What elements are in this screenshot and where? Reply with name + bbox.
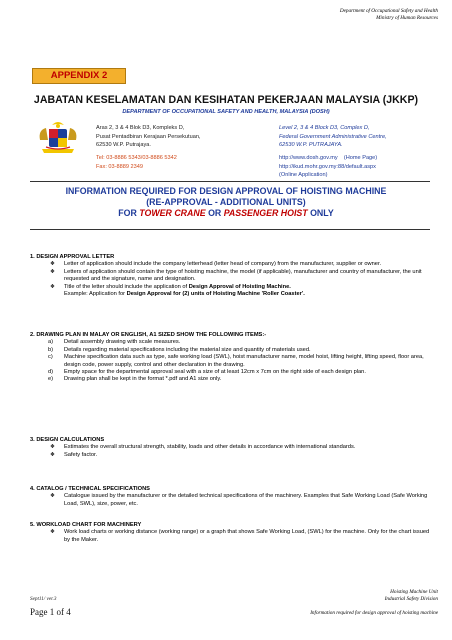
item-text: Catalogue issued by the manufacturer or the detailed technical specifications of the machinery. Examples that Safe Working Load (Safe Working Load, SWL), size, power, etc. [64, 493, 428, 507]
fax: Fax: 03-8889 2349 [96, 163, 143, 170]
address-malay [96, 124, 246, 150]
item-text: Work load charts or working distance (working range) or a graph that shows Safe Working Load, (SWL) for the machine. Only for the chart issued by the Maker. [64, 529, 430, 543]
header-ministry [238, 8, 438, 22]
passenger-hoist-text: PASSENGER HOIST [223, 208, 308, 218]
section-1-heading: 1. DESIGN APPROVAL LETTER [30, 254, 115, 260]
list-item [30, 347, 430, 354]
item-letter: d) [48, 369, 54, 376]
document-title-line2: (RE-APPROVAL - ADDITIONAL UNITS) [146, 197, 306, 207]
page-number: Page 1 of 4 [30, 607, 71, 617]
contact-phone-fax [96, 154, 246, 171]
footer-division: Industrial Safety Division [384, 596, 438, 602]
agency-name-malay: JABATAN KESELAMATAN DAN KESIHATAN PEKERJAAN MALAYSIA (JKKP) [33, 94, 419, 106]
section-4-heading: 4. CATALOG / TECHNICAL SPECIFICATIONS [30, 486, 150, 492]
list-item [30, 269, 430, 284]
item-text: Machine specification data such as type, safe working load (SWL), hoist manufacturer name, model hoist, lifting height, lifting speed, floor area, design code, power supply, control and other declaration in the drawing. [64, 354, 424, 368]
bullet-diamond-icon: ❖ [50, 493, 56, 500]
item-text: Letter of application should include the company letterhead (letter head of company) from the manufacturer, supplier or owner. [64, 261, 382, 268]
item-letter: b) [48, 346, 54, 353]
item-letter: a) [48, 339, 54, 346]
address-malay-line: 62530 W.P. Putrajaya. [96, 142, 151, 149]
footer-version-code: Sept11/ ver.3 [30, 596, 57, 602]
agency-name-english: DEPARTMENT OF OCCUPATIONAL SAFETY AND HEALTH, MALAYSIA (DOSH) [122, 109, 330, 115]
address-english-line: 62530 W.P. PUTRAJAYA. [279, 142, 343, 149]
item-text-bold: Design Approval of Hoisting Machine. [188, 283, 291, 290]
address-malay-line: Pusat Pentadbiran Kerajaan Persekutuan, [96, 133, 201, 140]
contact-links [279, 154, 449, 180]
item-letter: e) [48, 376, 54, 383]
item-text: Empty space for the departmental approval seal with a size of at least 12cm x 7cm on the right side of each design plan. [64, 369, 366, 376]
list-item [30, 493, 430, 508]
section-1 [30, 254, 430, 298]
item-text: Safety factor. [64, 451, 98, 458]
for-word: FOR [118, 208, 137, 218]
footer-unit-info [218, 589, 438, 617]
divider-top [30, 181, 430, 182]
section-2-heading: 2. DRAWING PLAN IN MALAY OR ENGLISH, A1 SIZED SHOW THE FOLLOWING ITEMS:- [30, 332, 267, 338]
home-page-label: (Home Page) [343, 155, 378, 161]
section-5-heading: 5. WORKLOAD CHART FOR MACHINERY [30, 522, 142, 528]
footer-document-title: Information required for design approval of hoisting machine [310, 610, 438, 616]
divider-bottom [30, 229, 430, 230]
document-title-line1: INFORMATION REQUIRED FOR DESIGN APPROVAL OF HOISTING MACHINE [65, 186, 387, 196]
section-5 [30, 522, 430, 544]
section-3-heading: 3. DESIGN CALCULATIONS [30, 437, 105, 443]
item-text: Estimates the overall structural strength, stability, loads and other details in accordance with international standards. [64, 444, 356, 451]
header-department: Department of Occupational Safety and Health [339, 8, 438, 14]
malaysia-coat-of-arms-logo [36, 120, 80, 156]
tower-crane-text: TOWER CRANE [139, 208, 206, 218]
example-prefix: Example: Application for [64, 291, 127, 298]
home-page-link[interactable]: http://www.dosh.gov.my [279, 155, 338, 161]
or-word: OR [208, 208, 222, 218]
item-text-prefix: Title of the letter should include the application of [64, 283, 189, 290]
bullet-diamond-icon: ❖ [50, 529, 56, 536]
item-text: Details regarding material specifications including the material size and quantity of materials used. [64, 346, 311, 353]
list-item [30, 354, 430, 369]
address-english-line: Federal Government Administrative Centre, [279, 133, 387, 140]
address-malay-line: Aras 2, 3 & 4 Blok D3, Kompleks D, [96, 125, 185, 131]
online-application-link[interactable]: http://ikud.mohr.gov.my:88/default.aspx [279, 163, 376, 170]
item-letter: c) [48, 354, 53, 361]
header-ministry-name: Ministry of Human Resources [376, 15, 438, 21]
list-item [30, 369, 430, 376]
list-item [30, 452, 430, 459]
bullet-diamond-icon: ❖ [50, 451, 56, 458]
online-application-label: (Online Application) [279, 172, 328, 179]
bullet-diamond-icon: ❖ [50, 283, 56, 290]
footer-unit: Hoisting Machine Unit [390, 589, 438, 595]
list-item [30, 529, 430, 544]
section-3 [30, 437, 430, 459]
item-text: Letters of application should contain the type of hoisting machine, the model (if applicable), manufacturer and country of manufacturer, the unit requested and the signature, name and designation. [64, 268, 422, 283]
bullet-diamond-icon: ❖ [50, 261, 56, 268]
document-title-line3 [20, 208, 432, 219]
address-english-line: Level 2, 3 & 4 Block D3, Complex D, [279, 125, 370, 131]
bullet-diamond-icon: ❖ [50, 268, 56, 275]
appendix-label: APPENDIX 2 [32, 68, 126, 84]
list-item [30, 284, 430, 299]
list-item [30, 339, 430, 346]
list-item [30, 444, 430, 451]
home-page-row [279, 154, 449, 163]
item-text: Detail assembly drawing with scale measures. [64, 339, 181, 346]
bullet-diamond-icon: ❖ [50, 444, 56, 451]
list-item [30, 261, 430, 268]
only-word: ONLY [310, 208, 334, 218]
section-2 [30, 332, 430, 384]
telephone: Tel: 03-8886 5343/03-8886 5342 [96, 155, 177, 161]
example-bold: Design Approval for (2) units of Hoisting Machine 'Roller Coaster'. [126, 291, 305, 298]
address-english [279, 124, 439, 150]
list-item [30, 376, 430, 383]
section-4 [30, 486, 430, 508]
item-text: Drawing plan shall be kept in the format *.pdf and A1 size only. [64, 376, 222, 383]
document-title [20, 186, 432, 219]
